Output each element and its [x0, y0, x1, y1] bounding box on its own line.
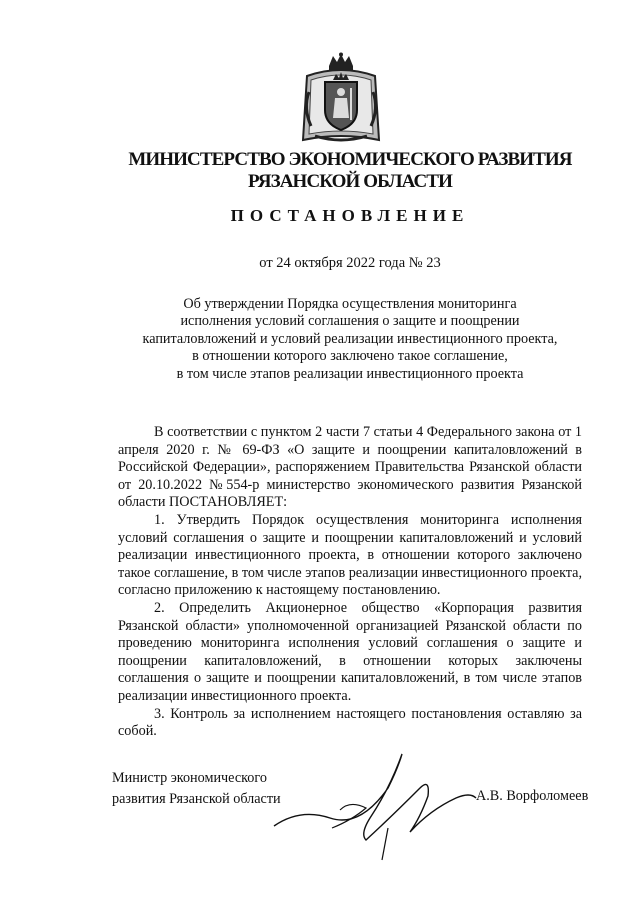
subject-line: Об утверждении Порядка осуществления мониторинга	[183, 296, 517, 312]
subject-line: капиталовложений и условий реализации инвестиционного проекта,	[142, 330, 558, 347]
body-paragraph-item-3: 3. Контроль за исполнением настоящего постановления оставляю за собой.	[118, 705, 582, 740]
handwritten-signature-icon	[270, 748, 480, 863]
subject-line: исполнения условий соглашения о защите и поощрении	[180, 313, 520, 330]
document-subject	[120, 296, 580, 383]
signatory-position-line2: развития Рязанской области	[112, 791, 281, 807]
document-type-title: ПОСТАНОВЛЕНИЕ	[230, 206, 470, 225]
body-paragraph-item-1: 1. Утвердить Порядок осуществления мониторинга исполнения условий соглашения о защите и поощрении капиталовложений и условий реализации инвестиционного проекта, в отношении которого заключено такое соглашение, в том числе этапов реализации инвестиционного проекта, согласно приложению к настоящему постановлению.	[118, 511, 582, 599]
signatory-position-line1: Министр экономического	[112, 770, 267, 786]
ministry-name-line2: РЯЗАНСКОЙ ОБЛАСТИ	[248, 171, 452, 192]
signatory-position	[112, 768, 281, 810]
document-body	[118, 424, 582, 741]
signatory-name: А.В. Ворфоломеев	[476, 788, 589, 804]
body-paragraph-preamble: В соответствии с пунктом 2 части 7 статьи 4 Федерального закона от 1 апреля 2020 г. № 69-ФЗ «О защите и поощрении капиталовложений в Российской Федерации», распоряжением Правительства Рязанской области от 20.10.2022 №554-р министерство экономического развития Рязанской области ПОСТАНОВЛЯЕТ:	[118, 424, 582, 511]
subject-line: в отношении которого заключено такое соглашение,	[192, 348, 508, 365]
subject-line: в том числе этапов реализации инвестиционного проекта	[176, 365, 524, 382]
ministry-name-line1: МИНИСТЕРСТВО ЭКОНОМИЧЕСКОГО РАЗВИТИЯ	[128, 149, 572, 170]
coat-of-arms-icon	[293, 52, 389, 148]
document-date-number: от 24 октября 2022 года № 23	[259, 255, 441, 271]
body-paragraph-item-2: 2. Определить Акционерное общество «Корпорация развития Рязанской области» уполномоченной организацией Рязанской области по проведению мониторинга исполнения условий соглашения о защите и поощрении капиталовложений, в отношении которых заключены соглашения о защите и поощрении капиталовложений, в том числе этапов реализации инвестиционного проекта.	[118, 599, 582, 704]
